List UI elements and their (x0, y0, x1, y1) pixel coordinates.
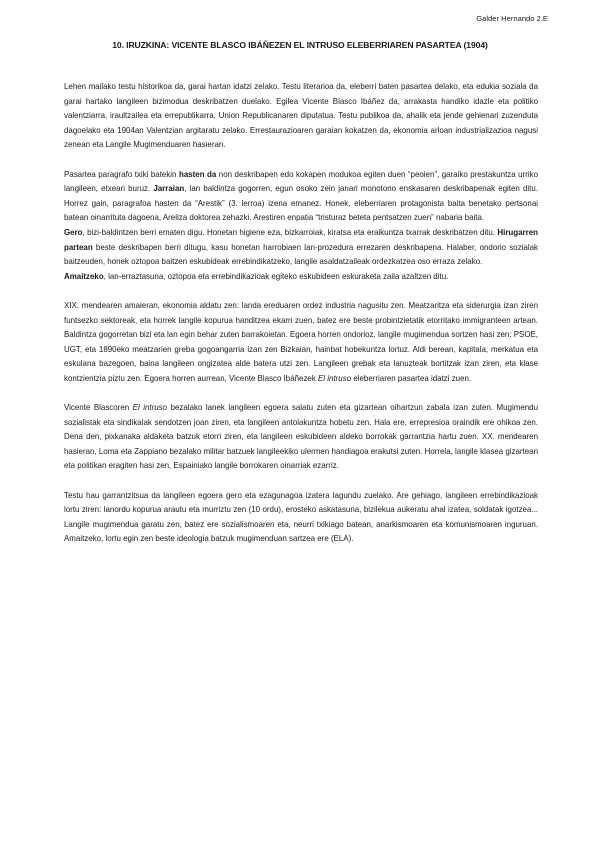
italic-title: El intruso (132, 403, 168, 413)
text-span: eleberriaren pasartea idatzi zuen. (351, 373, 472, 383)
text-span: XIX. mendearen amaieran, ekonomia aldatu zen: landa ereduaren ordez industria nagusitu zen. Meatzaritza eta siderurgia izan ziren funtsezko sektoreak, eta horrek langile kopurua handitzea ekarri zuen, batez ere beste probintzietatik etorritako immigranteen artean. Baldintza gogorretan bizi eta lan egin behar zuten barrakoietan. Egoera horren ondorioz, langile mugimendua sortzen hasi zen: PSOE, UGT, eta 1890eko meatzarien greba gogoangarria izan zen Bizkaian, hainbat hobekuntza lortuz. Aldi berean, kapitala, merkatua eta eskulana bazegoen, baina langileen ongizatea alde batera utzi zen. Langileen grebak eta lanuzteak bortitzak izan ziren, eta klase kontzientzia piztu zen. Egoera horren aurrean, Vicente Blasco Ibáñezek (64, 300, 538, 383)
bold-term: Hirugarren partean (64, 227, 538, 252)
text-span: non deskribapen edo kokapen modukoa egiten duen “peoien”, garaiko prestakuntza urriko langileen, etxeari buruz. (64, 169, 538, 194)
paragraph-amaitzeko (64, 270, 538, 285)
author-header: Galder Hernando 2.E (476, 14, 548, 23)
text-span: beste deskribapen berri ditugu, kasu honetan harrobiaen lan-prozedura errezaren deskribapena. Halaber, ondorio sozialak baitzeuden, honek oztopoa baitzen eskubideak errebindikatzeko, langile asaldatzaileak ordezkatzea oso erraza zelako. (64, 242, 538, 267)
text-span: bezalako lanek langileen egoera salatu zuten eta gizartean oihartzun zabala izan zuten. Mugimendu sozialistak eta sindikalak sendotzen joan ziren, eta langileen antolakuntza hobetu zen. Hala ere, errepresioa oraindik ere ohikoa zen. Dena den, pixkanaka aldaketa batzuk etorri ziren, eta langileen eskubideen aldeko borrokak garrantzia hartu zuen. XX. mendearen hasieran, Loma eta Zappiano bezalako militar batzuek langileekiko ulermen handiagoa erakutsi zuten. Horrela, langile klasea gizartean eta politikan eragiten hasi zen, Espainiako langile borrokaren oinarriak ezarriz. (64, 403, 538, 471)
document-body (64, 80, 538, 547)
text-span: Vicente Blascoren (64, 403, 133, 413)
bold-term: hasten da (178, 169, 217, 179)
bold-term: Gero (64, 227, 83, 237)
paragraph-intro: Lehen mailako testu historikoa da, garai hartan idatzi zelako. Testu literarioa da, eleberri baten pasartea delako, eta edukia soziala da garai hartako langileen bizimodua deskribatzen duelako. Egilea Vicente Blasco Ibáñez da, arrakasta handiko idazle eta politiko valentziarra, iraultzailea eta errepublikarra, Union Republicanaren diputatua. Testu publikoa da, ahalik eta jende gehienari zuzenduta dagoelako eta 1904an Valentzian argitaratu zelako. Errestaurazioaren garaian kokatzen da, ekonomia arloan industrializazioa nagusi zenean eta Langile Mugimenduaren hasieran. (64, 82, 538, 150)
paragraph-conclusion: Testu hau garrantzitsua da langileen egoera gero eta ezagunagoa izatera lagundu zuelako. Are gehiago, langileen errebindikazioak lortu ziren: lanordu kopurua arautu eta murriztu zen (10 ordu), erosteko askatasuna, bizilekua aukeratu ahal izatea, soldatak igotzea... Langile mugimendua garatu zen, batez ere sozialismoaren eta, neurri txikiago batean, anarkismoaren eta komunismoaren inguruan. Amaitzeko, lortu egin zen beste ideologia batzuk mugimenduan sartzea ere (ELA). (64, 490, 538, 544)
paragraph-consequences (64, 401, 538, 474)
text-span: , lan baldintza gogorren, egun osoko zein janari monotono enskasaren deskribapenak egiten ditu. Horrez gain, paragrafoa hasten da “Arestik” (3. lerroa) izena emanez. Honek, eleberriaren protagonista baita benetako pertsonai batean oinarrituta dagoena, Areilza doktorea zehazki. Arestiren enpatia “tristuraz beteta pentsatzen zuen” nabaria baita. (64, 184, 538, 223)
bold-term: Jarraian (153, 184, 185, 194)
italic-title: El intruso (318, 373, 352, 383)
bold-term: Amaitzeko (64, 271, 104, 281)
paragraph-gero (64, 226, 538, 270)
document-title: 10. IRUZKINA: VICENTE BLASCO IBÁÑEZEN EL INTRUSO ELEBERRIAREN PASARTEA (1904) (112, 40, 488, 50)
text-span: Pasartea paragrafo txiki batekin (64, 169, 179, 179)
text-span: , bizi-baldintzen berri ematen digu. Honetan higiene eza, bizkarroiak, kiratsa eta eraikuntza txarrak deskribatzen ditu. (82, 227, 498, 237)
text-span: , lan-erraztasuna, oztopoa eta errebindikazioak egiteko eskubideen eskuraketa zaila azaltzen ditu. (103, 271, 449, 281)
paragraph-context (64, 299, 538, 387)
paragraph-structure (64, 168, 538, 226)
